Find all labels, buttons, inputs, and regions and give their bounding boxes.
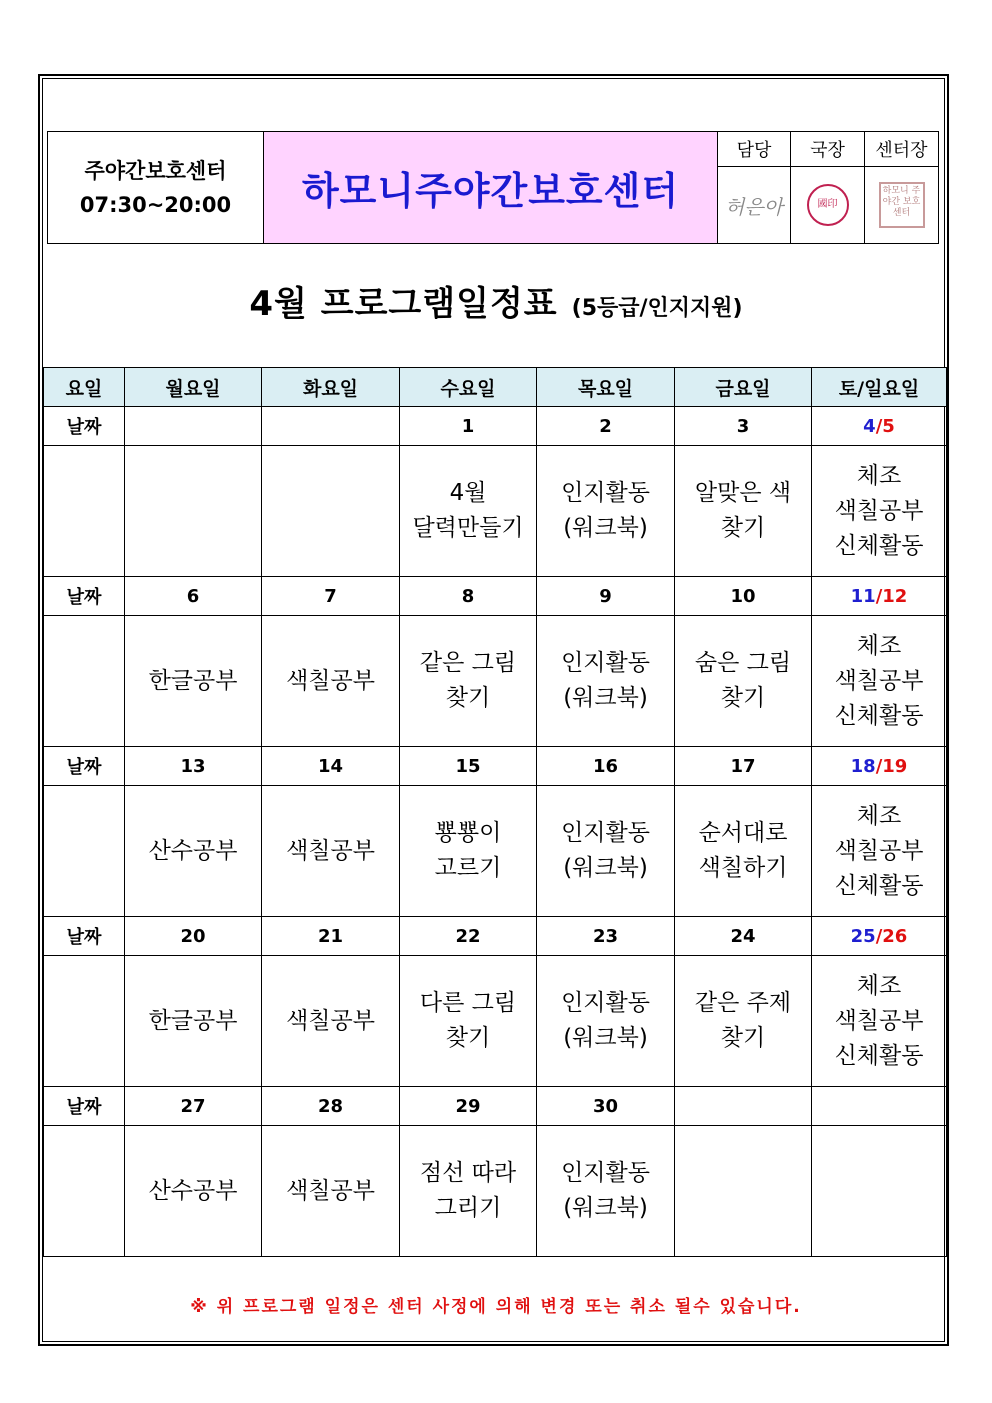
activity-cell xyxy=(125,446,262,577)
sunday-date: 26 xyxy=(882,925,908,947)
activity-row xyxy=(44,616,947,747)
activity-text: 인지활동 xyxy=(561,1160,650,1186)
activity-cell xyxy=(812,1126,947,1257)
date-cell xyxy=(125,407,262,446)
saturday-date: 4 xyxy=(863,415,876,437)
title-main: 4월 프로그램일정표 xyxy=(249,284,558,324)
weekend-date-cell xyxy=(812,577,947,616)
activity-text: 색칠공부 xyxy=(286,1177,375,1204)
activity-row xyxy=(44,446,947,577)
date-row-label: 날짜 xyxy=(44,917,125,956)
hours-time: 07:30~20:00 xyxy=(79,192,232,217)
activity-text: 찾기 xyxy=(445,1025,491,1051)
weekday-header: 토/일요일 xyxy=(812,368,947,407)
activity-text: 색칠공부 xyxy=(286,667,375,694)
activity-text: 산수공부 xyxy=(148,1177,238,1204)
weekday-header: 수요일 xyxy=(400,368,537,407)
date-cell: 2 xyxy=(537,407,675,446)
activity-text: 같은 주제 xyxy=(694,990,792,1016)
activity-text: 달력만들기 xyxy=(412,515,524,541)
activity-cell xyxy=(812,616,947,747)
activity-cell xyxy=(675,1126,812,1257)
date-cell: 23 xyxy=(537,917,675,956)
activity-text: 체조 xyxy=(856,972,902,999)
activity-cell xyxy=(400,446,537,577)
director-stamp-cell xyxy=(791,167,865,244)
activity-text: 숨은 그림 xyxy=(694,650,792,676)
activity-cell xyxy=(675,616,812,747)
weekday-header: 금요일 xyxy=(675,368,812,407)
sunday-date: 12 xyxy=(882,585,908,607)
activity-cell xyxy=(125,616,262,747)
activity-cell xyxy=(812,446,947,577)
activity-text: 인지활동 xyxy=(561,820,650,846)
date-row-label: 날짜 xyxy=(44,407,125,446)
activity-cell xyxy=(537,1126,675,1257)
activity-cell xyxy=(125,1126,262,1257)
activity-cell xyxy=(262,786,400,917)
activity-cell xyxy=(400,1126,537,1257)
activity-text: 인지활동 xyxy=(561,650,650,676)
date-cell: 8 xyxy=(400,577,537,616)
date-cell: 1 xyxy=(400,407,537,446)
activity-text: 체조 xyxy=(856,802,902,829)
staff-signature: 허은아 xyxy=(725,194,783,219)
date-row xyxy=(44,1087,947,1126)
center-seal-stamp: 하모니 주야간 보호센터 xyxy=(879,182,925,228)
sunday-date: 5 xyxy=(882,415,895,437)
activity-text: 색칠공부 xyxy=(834,1007,924,1034)
activity-row-label xyxy=(44,1126,125,1257)
date-cell: 20 xyxy=(125,917,262,956)
activity-text: (워크북) xyxy=(563,515,648,541)
weekend-date-cell xyxy=(812,747,947,786)
date-separator: / xyxy=(875,925,883,947)
weekend-date-cell xyxy=(812,917,947,956)
approval-head-label: 센터장 xyxy=(865,132,939,167)
activity-cell xyxy=(400,616,537,747)
date-row-label: 날짜 xyxy=(44,577,125,616)
center-name: 하모니주야간보호센터 xyxy=(264,132,718,244)
activity-cell xyxy=(812,956,947,1087)
date-cell: 13 xyxy=(125,747,262,786)
date-cell: 22 xyxy=(400,917,537,956)
activity-cell xyxy=(400,786,537,917)
date-cell: 10 xyxy=(675,577,812,616)
activity-text: 찾기 xyxy=(720,1025,766,1051)
activity-cell xyxy=(262,616,400,747)
weekend-date-cell xyxy=(812,407,947,446)
hours-label: 주야간보호센터 xyxy=(84,158,227,183)
activity-text: 색칠하기 xyxy=(698,855,788,881)
date-row xyxy=(44,747,947,786)
activity-text: 순서대로 xyxy=(698,820,788,846)
activity-text: 그리기 xyxy=(434,1195,502,1221)
date-cell: 29 xyxy=(400,1087,537,1126)
activity-text: 고르기 xyxy=(434,855,502,881)
activity-text: 4월 xyxy=(449,480,487,506)
activity-row xyxy=(44,956,947,1087)
activity-text: 신체활동 xyxy=(834,532,924,559)
weekend-date-cell xyxy=(812,1087,947,1126)
activity-text: 색칠공부 xyxy=(834,497,924,524)
activity-text: 색칠공부 xyxy=(834,837,924,864)
staff-signature-cell xyxy=(718,167,791,244)
date-cell xyxy=(675,1087,812,1126)
activity-text: 찾기 xyxy=(720,685,766,711)
activity-text: (워크북) xyxy=(563,1025,648,1051)
approval-staff-label: 담당 xyxy=(718,132,791,167)
schedule-body xyxy=(44,368,947,1257)
activity-cell xyxy=(675,786,812,917)
date-cell: 30 xyxy=(537,1087,675,1126)
activity-text: 신체활동 xyxy=(834,702,924,729)
head-stamp-cell xyxy=(865,167,939,244)
activity-row xyxy=(44,1126,947,1257)
date-cell: 3 xyxy=(675,407,812,446)
activity-text: 신체활동 xyxy=(834,872,924,899)
date-cell: 28 xyxy=(262,1087,400,1126)
activity-text: 신체활동 xyxy=(834,1042,924,1069)
activity-text: 색칠공부 xyxy=(286,837,375,864)
activity-cell xyxy=(125,956,262,1087)
activity-cell xyxy=(262,446,400,577)
activity-cell xyxy=(537,786,675,917)
date-separator: / xyxy=(875,415,883,437)
activity-text: 체조 xyxy=(856,462,902,489)
operating-hours xyxy=(48,132,264,244)
activity-text: 인지활동 xyxy=(561,990,650,1016)
weekday-header: 요일 xyxy=(44,368,125,407)
date-separator: / xyxy=(875,755,883,777)
date-row-label: 날짜 xyxy=(44,1087,125,1126)
activity-text: 다른 그림 xyxy=(419,990,517,1016)
activity-row-label xyxy=(44,616,125,747)
header-table xyxy=(47,131,939,244)
saturday-date: 18 xyxy=(850,755,876,777)
activity-cell xyxy=(125,786,262,917)
saturday-date: 11 xyxy=(850,585,876,607)
date-row xyxy=(44,577,947,616)
activity-text: 찾기 xyxy=(720,515,766,541)
activity-text: (워크북) xyxy=(563,685,648,711)
weekday-header: 월요일 xyxy=(125,368,262,407)
activity-text: 한글공부 xyxy=(148,1007,238,1034)
weekday-header: 목요일 xyxy=(537,368,675,407)
date-cell xyxy=(262,407,400,446)
activity-text: 색칠공부 xyxy=(286,1007,375,1034)
date-row xyxy=(44,917,947,956)
date-cell: 27 xyxy=(125,1087,262,1126)
activity-text: 알맞은 색 xyxy=(694,480,792,506)
activity-row xyxy=(44,786,947,917)
schedule-title xyxy=(0,276,992,325)
activity-row-label xyxy=(44,956,125,1087)
activity-cell xyxy=(262,956,400,1087)
weekday-header-row xyxy=(44,368,947,407)
activity-cell xyxy=(537,616,675,747)
title-sub: (5등급/인지지원) xyxy=(571,296,743,321)
activity-row-label xyxy=(44,446,125,577)
weekday-header: 화요일 xyxy=(262,368,400,407)
date-cell: 21 xyxy=(262,917,400,956)
activity-cell xyxy=(400,956,537,1087)
activity-text: 한글공부 xyxy=(148,667,238,694)
activity-text: 색칠공부 xyxy=(834,667,924,694)
approval-director-label: 국장 xyxy=(791,132,865,167)
date-cell: 17 xyxy=(675,747,812,786)
activity-text: 같은 그림 xyxy=(419,650,517,676)
activity-cell xyxy=(812,786,947,917)
activity-text: 체조 xyxy=(856,632,902,659)
activity-text: 점선 따라 xyxy=(419,1160,517,1186)
date-row-label: 날짜 xyxy=(44,747,125,786)
activity-cell xyxy=(537,956,675,1087)
activity-text: 인지활동 xyxy=(561,480,650,506)
activity-text: (워크북) xyxy=(563,855,648,881)
footer-note: ※ 위 프로그램 일정은 센터 사정에 의해 변경 또는 취소 될수 있습니다. xyxy=(190,1297,802,1317)
date-cell: 24 xyxy=(675,917,812,956)
activity-text: 산수공부 xyxy=(148,837,238,864)
date-separator: / xyxy=(875,585,883,607)
activity-row-label xyxy=(44,786,125,917)
activity-text: 찾기 xyxy=(445,685,491,711)
activity-cell xyxy=(262,1126,400,1257)
date-row xyxy=(44,407,947,446)
activity-cell xyxy=(675,446,812,577)
date-cell: 15 xyxy=(400,747,537,786)
date-cell: 9 xyxy=(537,577,675,616)
date-cell: 6 xyxy=(125,577,262,616)
schedule-table xyxy=(43,367,947,1257)
activity-text: (워크북) xyxy=(563,1195,648,1221)
director-seal-stamp: 國印 xyxy=(807,184,849,226)
activity-cell xyxy=(537,446,675,577)
activity-cell xyxy=(675,956,812,1087)
date-cell: 7 xyxy=(262,577,400,616)
date-cell: 16 xyxy=(537,747,675,786)
sunday-date: 19 xyxy=(882,755,908,777)
activity-text: 뿅뿅이 xyxy=(434,820,502,846)
saturday-date: 25 xyxy=(850,925,876,947)
date-cell: 14 xyxy=(262,747,400,786)
